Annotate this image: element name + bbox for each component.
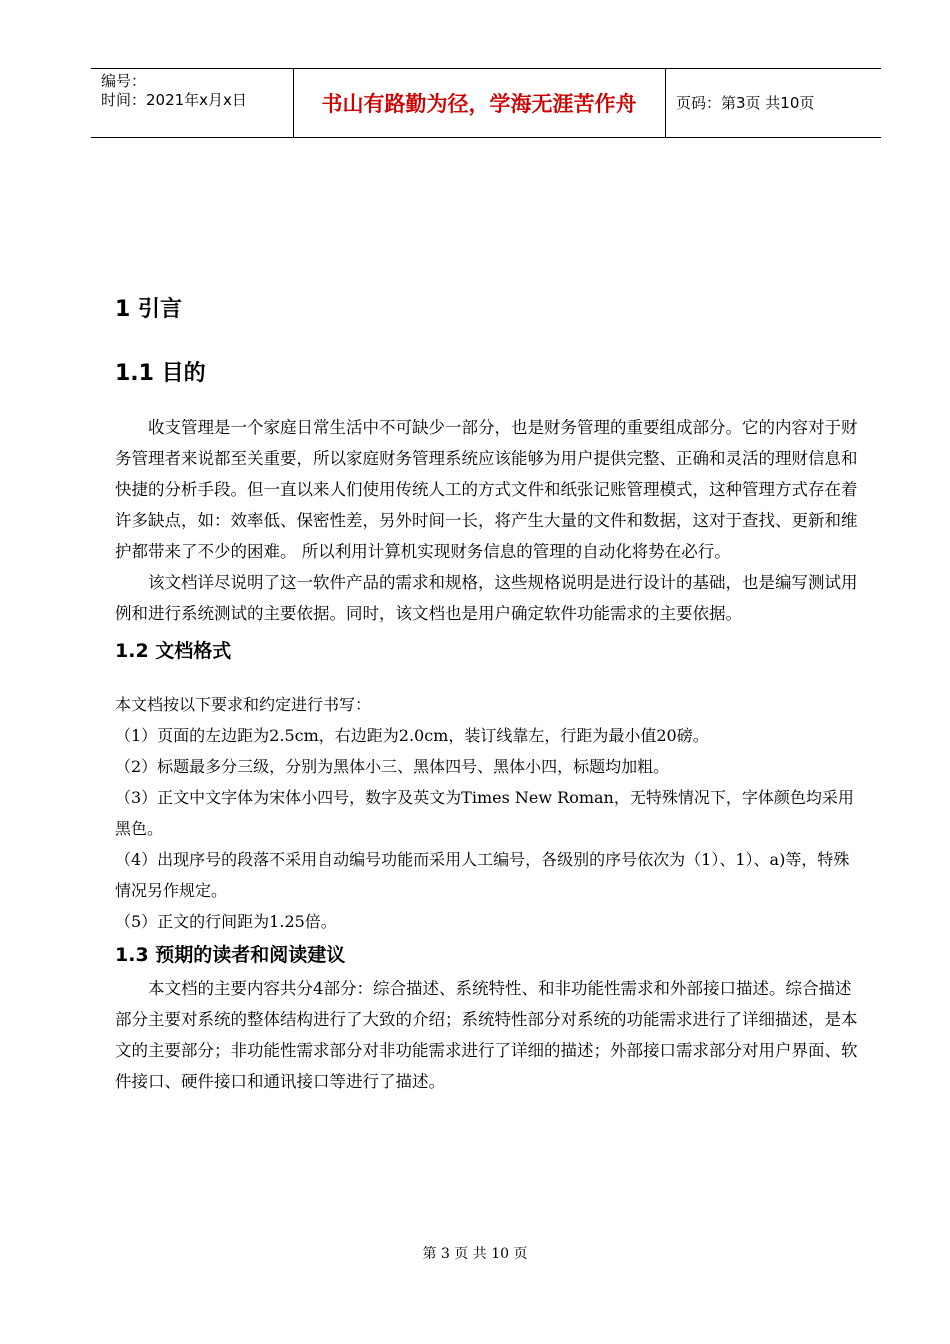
header-middle-cell	[293, 69, 666, 137]
header-right-cell	[666, 69, 881, 137]
format-list	[115, 689, 860, 937]
header-page-info: 页码：第3页 共10页	[676, 94, 815, 112]
section-1-3-paragraph: 本文档的主要内容共分4部分：综合描述、系统特性、和非功能性需求和外部接口描述。综合描述部分主要对系统的整体结构进行了大致的介绍；系统特性部分对系统的功能需求进行了详细描述，是本文的主要部分；非功能性需求部分对非功能需求进行了详细的描述；外部接口需求部分对用户界面、软件接口、硬件接口和通讯接口等进行了描述。	[115, 979, 858, 1091]
section-1-1-paragraph-1: 收支管理是一个家庭日常生活中不可缺少一部分，也是财务管理的重要组成部分。它的内容对于财务管理者来说都至关重要，所以家庭财务管理系统应该能够为用户提供完整、正确和灵活的理财信息和快捷的分析手段。但一直以来人们使用传统人工的方式文件和纸张记账管理模式，这种管理方式存在着许多缺点，如：效率低、保密性差，另外时间一长，将产生大量的文件和数据，这对于查找、更新和维护都带来了不少的困难。 所以利用计算机实现财务信息的管理的自动化将势在必行。	[115, 418, 858, 561]
section-1-title: 1 引言	[115, 297, 182, 322]
header-motto: 书山有路勤为径，学海无涯苦作舟	[321, 92, 637, 116]
header-left-cell	[91, 69, 294, 137]
format-item-3: （3）正文中文字体为宋体小四号，数字及英文为Times New Roman，无特殊情况下，字体颜色均采用黑色。	[115, 788, 854, 838]
section-1-3-title: 1.3 预期的读者和阅读建议	[115, 944, 346, 966]
section-1-2-title: 1.2 文档格式	[115, 640, 232, 662]
format-intro: 本文档按以下要求和约定进行书写：	[115, 695, 372, 714]
section-1-1-title: 1.1 目的	[115, 361, 206, 386]
format-item-4: （4）出现序号的段落不采用自动编号功能而采用人工编号，各级别的序号依次为（1）、1）、a)等，特殊情况另作规定。	[115, 850, 850, 900]
format-item-1: （1）页面的左边距为2.5cm，右边距为2.0cm，装订线靠左，行距为最小值20磅。	[115, 726, 709, 745]
header-number-label: 编号：	[101, 72, 147, 90]
header-time-label: 时间：2021年x月x日	[101, 91, 247, 109]
section-1-1-paragraph-2: 该文档详尽说明了这一软件产品的需求和规格，这些规格说明是进行设计的基础，也是编写测试用例和进行系统测试的主要依据。同时，该文档也是用户确定软件功能需求的主要依据。	[115, 573, 858, 623]
page-header	[91, 68, 881, 138]
format-item-2: （2）标题最多分三级，分别为黑体小三、黑体四号、黑体小四，标题均加粗。	[115, 757, 670, 776]
document-body	[115, 290, 860, 1097]
format-item-5: （5）正文的行间距为1.25倍。	[115, 912, 337, 931]
page-footer: 第 3 页 共 10 页	[422, 1246, 528, 1262]
